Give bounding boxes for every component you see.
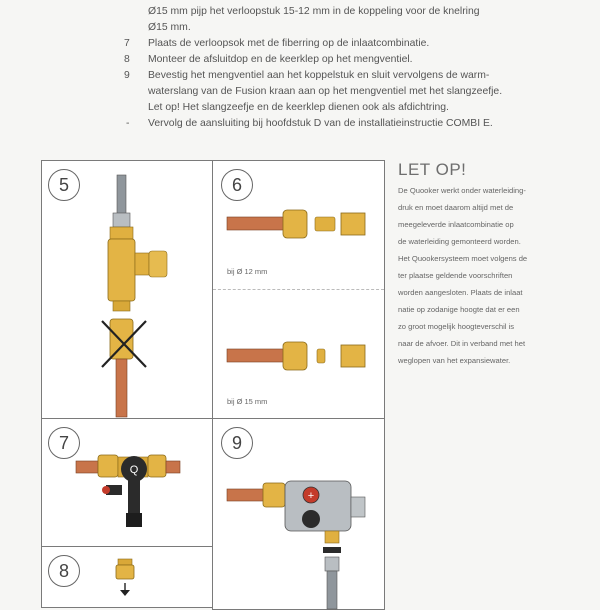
step-line: Plaats de verloopsok met de fiberring op de inlaatcombinatie. [148,38,430,49]
step-line: Bevestig het mengventiel aan het koppelstuk en sluit vervolgens de warm- [148,70,490,81]
step-number: - [126,118,130,129]
figure-9-panel [212,418,385,610]
figure-number-badge: 9 [221,427,253,459]
note-line: naar de afvoer. Dit in verband met het [398,339,526,348]
caption-15mm: bij Ø 15 mm [227,397,268,406]
figure-5-panel [41,160,214,420]
note-line: Het Quookersysteem moet volgens de [398,254,528,263]
figure-6-panel [212,160,385,420]
figure-number-badge: 7 [48,427,80,459]
step-line: waterslang van de Fusion kraan aan op het mengventiel met het slangzeefje. [148,86,503,97]
tee-valve-illustration [42,161,213,419]
note-body [398,182,588,369]
step-line: Monteer de afsluitdop en de keerklep op het mengventiel. [148,54,413,65]
step-number: 7 [124,38,130,49]
svg-text:+: + [307,490,315,502]
note-line: meegeleverde inlaatcombinatie op [398,220,514,229]
figure-7-panel [41,418,214,548]
step-number: 8 [124,54,130,65]
reducer-15mm-illustration [213,291,384,411]
figure-number-badge: 6 [221,169,253,201]
note-line: de waterleiding gemonteerd worden. [398,237,521,246]
step-line: Let op! Het slangzeefje en de keerklep dienen ook als afdichtring. [148,102,449,113]
note-line: De Quooker werkt onder waterleiding- [398,186,526,195]
figure-number-badge: 5 [48,169,80,201]
cap-check-valve-illustration [42,547,213,607]
step-line: Ø15 mm pijp het verloopstuk 15-12 mm in de koppeling voor de knelring [148,6,480,17]
note-line: weglopen van het expansiewater. [398,356,511,365]
divider [213,289,384,290]
step-number: 9 [124,70,130,81]
mixing-valve-illustration [213,419,384,609]
note-title: LET OP! [398,160,467,179]
reducer-12mm-illustration [213,161,384,281]
figure-8-panel [41,546,214,608]
figure-number-badge: 8 [48,555,80,587]
note-line: zo groot mogelijk hoogteverschil is [398,322,515,331]
step-line: Ø15 mm. [148,22,191,33]
note-line: druk en moet daarom altijd met de [398,203,514,212]
step-line: Vervolg de aansluiting bij hoofdstuk D van de installatieinstructie COMBI E. [148,118,493,129]
caption-12mm: bij Ø 12 mm [227,267,268,276]
inlet-combination-illustration [42,419,213,547]
dial-letter: Q [129,464,139,476]
note-line: natie op zodanige hoogte dat er een [398,305,520,314]
note-line: worden aangesloten. Plaats de inlaat [398,288,523,297]
note-line: ter plaatse geldende voorschriften [398,271,513,280]
